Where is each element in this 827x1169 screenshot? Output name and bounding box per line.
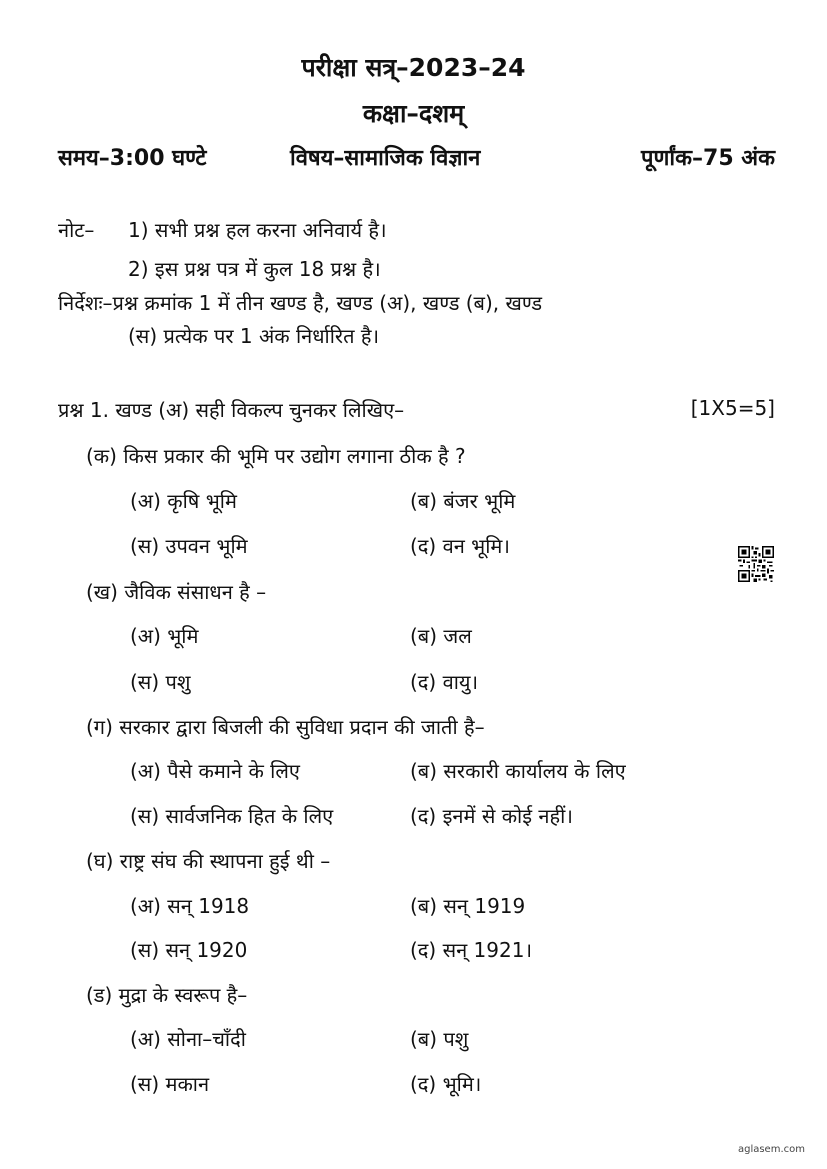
option-b: (ब) पशु bbox=[410, 1027, 469, 1051]
option-a: (अ) सोना–चाँदी bbox=[130, 1027, 246, 1051]
option-a: (अ) भूमि bbox=[130, 624, 199, 648]
option-c: (स) उपवन भूमि bbox=[130, 534, 248, 558]
note-item-2: 2) इस प्रश्न पत्र में कुल 18 प्रश्न है। bbox=[128, 257, 381, 281]
question-marks: [1X5=5] bbox=[690, 396, 775, 420]
note-item-1: 1) सभी प्रश्न हल करना अनिवार्य है। bbox=[128, 218, 387, 242]
option-a: (अ) कृषि भूमि bbox=[130, 489, 237, 513]
class-title: कक्षा–दशम् bbox=[362, 99, 465, 128]
max-marks: पूर्णांक–75 अंक bbox=[641, 146, 775, 171]
option-d: (द) सन् 1921। bbox=[410, 938, 533, 962]
question-heading: प्रश्न 1. खण्ड (अ) सही विकल्प चुनकर लिखिए– bbox=[58, 398, 405, 422]
question-item: (ग) सरकार द्वारा बिजली की सुविधा प्रदान की जाती है– bbox=[86, 715, 485, 739]
instruction-line-2: (स) प्रत्येक पर 1 अंक निर्धारित है। bbox=[128, 324, 380, 348]
option-d: (द) वायु। bbox=[410, 670, 479, 694]
option-d: (द) वन भूमि। bbox=[410, 534, 510, 558]
instruction-line-1: निर्देशः–प्रश्न क्रमांक 1 में तीन खण्ड है, खण्ड (अ), खण्ड (ब), खण्ड bbox=[58, 291, 543, 315]
option-a: (अ) सन् 1918 bbox=[130, 894, 250, 918]
option-b: (ब) बंजर भूमि bbox=[410, 489, 516, 513]
question-item: (ड) मुद्रा के स्वरूप है– bbox=[86, 983, 248, 1007]
source-footer: aglasem.com bbox=[737, 1144, 805, 1155]
option-c: (स) पशु bbox=[130, 670, 191, 694]
option-d: (द) इनमें से कोई नहीं। bbox=[410, 804, 573, 828]
question-item: (घ) राष्ट्र संघ की स्थापना हुई थी – bbox=[86, 849, 331, 873]
option-c: (स) सन् 1920 bbox=[130, 938, 248, 962]
exam-subject: विषय–सामाजिक विज्ञान bbox=[290, 146, 481, 171]
option-b: (ब) सन् 1919 bbox=[410, 894, 526, 918]
exam-time: समय–3:00 घण्टे bbox=[58, 146, 207, 171]
question-item: (क) किस प्रकार की भूमि पर उद्योग लगाना ठीक है ? bbox=[86, 444, 466, 468]
option-d: (द) भूमि। bbox=[410, 1072, 482, 1096]
option-b: (ब) सरकारी कार्यालय के लिए bbox=[410, 759, 626, 783]
option-c: (स) सार्वजनिक हित के लिए bbox=[130, 804, 334, 828]
option-a: (अ) पैसे कमाने के लिए bbox=[130, 759, 300, 783]
option-c: (स) मकान bbox=[130, 1072, 210, 1096]
exam-session: परीक्षा सत्र्–2023–24 bbox=[301, 53, 526, 82]
note-label: नोट– bbox=[58, 218, 95, 242]
question-item: (ख) जैविक संसाधन है – bbox=[86, 580, 267, 604]
option-b: (ब) जल bbox=[410, 624, 472, 648]
qr-code-icon bbox=[738, 546, 774, 582]
